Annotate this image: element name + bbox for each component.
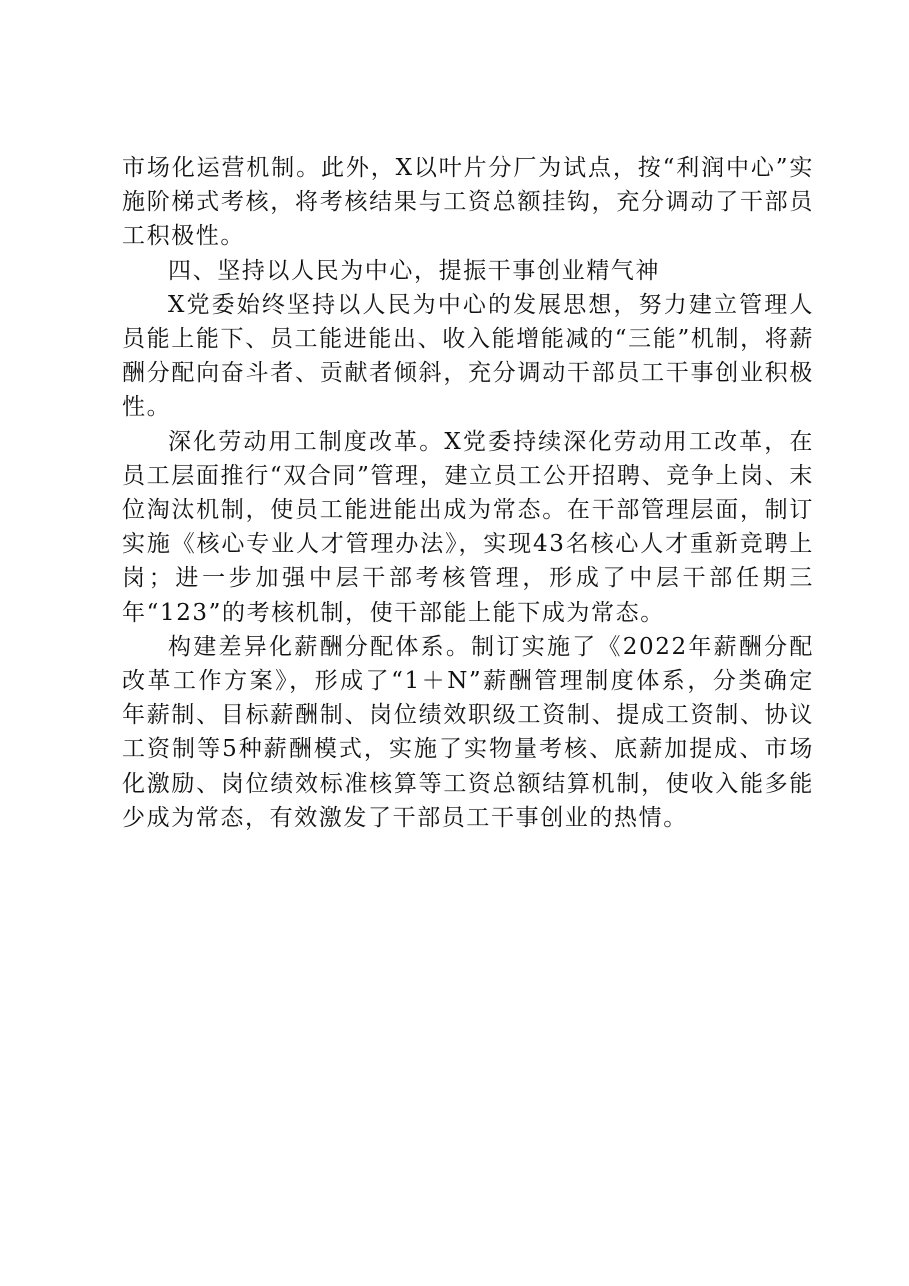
paragraph-continuation: 市场化运营机制。此外，X以叶片分厂为试点，按“利润中心”实施阶梯式考核，将考核结果与工资总额挂钩，充分调动了干部员工积极性。 [122,155,814,250]
paragraph-intro: X党委始终坚持以人民为中心的发展思想，努力建立管理人员能上能下、员工能进能出、收入能增能减的“三能”机制，将薪酬分配向奋斗者、贡献者倾斜，充分调动干部员工干事创业积极性。 [122,291,814,421]
document-page [122,151,814,835]
section-heading: 四、坚持以人民为中心，提振干事创业精气神 [168,257,660,284]
paragraph-salary-system: 构建差异化薪酬分配体系。制订实施了《2022年薪酬分配改革工作方案》，形成了“1＋N”薪酬管理制度体系，分类确定年薪制、目标薪酬制、岗位绩效职级工资制、提成工资制、协议工资制等5种薪酬模式，实施了实物量考核、底薪加提成、市场化激励、岗位绩效标准核算等工资总额结算机制，使收入能多能少成为常态，有效激发了干部员工干事创业的热情。 [122,633,814,831]
paragraph-labor-reform: 深化劳动用工制度改革。X党委持续深化劳动用工改革，在员工层面推行“双合同”管理，建立员工公开招聘、竞争上岗、末位淘汰机制，使员工能进能出成为常态。在干部管理层面，制订实施《核心专业人才管理办法》，实现43名核心人才重新竞聘上岗；进一步加强中层干部考核管理，形成了中层干部任期三年“123”的考核机制，使干部能上能下成为常态。 [122,428,814,626]
